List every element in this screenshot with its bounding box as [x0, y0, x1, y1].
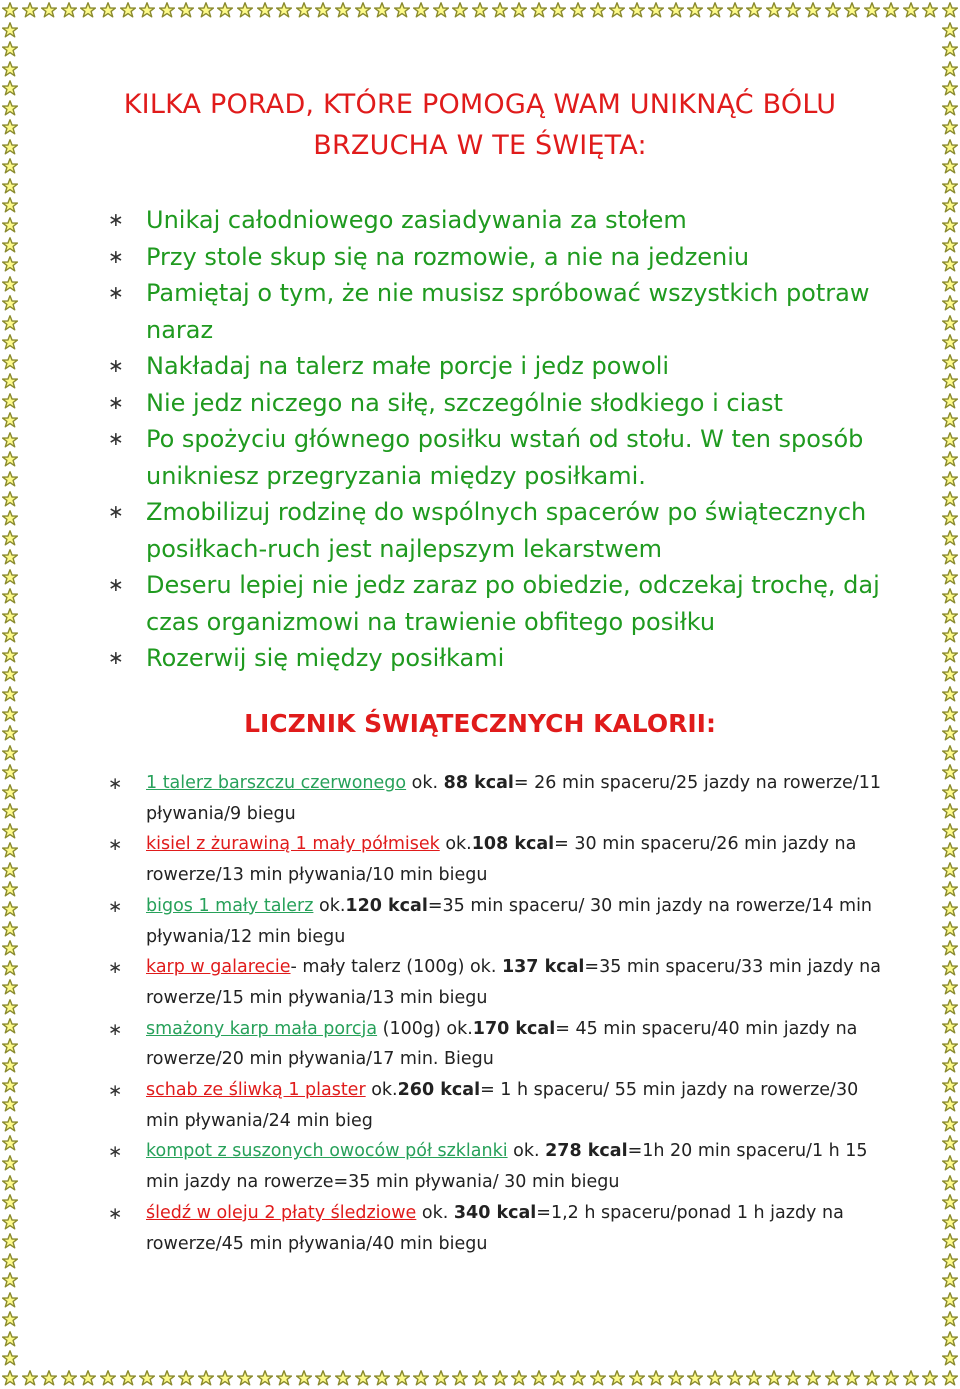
calorie-item: ∗ bigos 1 mały talerz ok.120 kcal=35 min spaceru/ 30 min jazdy na rowerze/14 min pływania/12 min biegu [108, 891, 888, 952]
calorie-item: ∗ kisiel z żurawiną 1 mały półmisek ok.108 kcal= 30 min spaceru/26 min jazdy na rowerze/13 min pływania/10 min biegu [108, 829, 888, 890]
calories-list [108, 768, 888, 1259]
tip-item: ∗ Po spożyciu głównego posiłku wstań od stołu. W ten sposób unikniesz przegryzania między posiłkami. [108, 421, 888, 494]
tip-item: ∗ Nie jedz niczego na siłę, szczególnie słodkiego i ciast [108, 385, 888, 422]
tip-item: ∗ Pamiętaj o tym, że nie musisz spróbować wszystkich potraw naraz [108, 275, 888, 348]
kcal-value: 170 kcal [472, 1018, 556, 1039]
food-link[interactable]: kompot z suszonych owoców pół szklanki [146, 1141, 508, 1162]
calorie-item: ∗ smażony karp mała porcja (100g) ok.170 kcal= 45 min spaceru/40 min jazdy na rowerze/20 min pływania/17 min. Biegu [108, 1014, 888, 1075]
title-line-2: BRZUCHA W TE ŚWIĘTA: [313, 130, 647, 161]
kcal-value: 340 kcal [453, 1202, 537, 1223]
tip-item: ∗ Unikaj całodniowego zasiadywania za stołem [108, 202, 888, 239]
tip-item: ∗ Nakładaj na talerz małe porcje i jedz powoli [108, 348, 888, 385]
food-link[interactable]: smażony karp mała porcja [146, 1018, 378, 1039]
bullet-icon: ∗ [108, 647, 124, 669]
food-link[interactable]: 1 talerz barszczu czerwonego [146, 773, 407, 793]
kcal-value: 278 kcal [545, 1141, 628, 1162]
calorie-item: ∗ karp w galarecie- mały talerz (100g) ok. 137 kcal=35 min spaceru/33 min jazdy na rowerze/15 min pływania/13 min biegu [108, 952, 888, 1013]
title-line-1: KILKA PORAD, KTÓRE POMOGĄ WAM UNIKNĄĆ BÓLU [123, 89, 837, 120]
bullet-icon: ∗ [108, 835, 123, 856]
bullet-icon: ∗ [108, 1142, 123, 1163]
bullet-icon: ∗ [108, 282, 124, 304]
bullet-icon: ∗ [108, 428, 124, 450]
tip-item: ∗ Zmobilizuj rodzinę do wspólnych spacerów po świątecznych posiłkach-ruch jest najlepszym lekarstwem [108, 494, 888, 567]
kcal-value: 120 kcal [345, 895, 428, 916]
food-link[interactable]: karp w galarecie [146, 957, 291, 978]
calorie-item: ∗ śledź w oleju 2 płaty śledziowe ok. 340 kcal=1,2 h spaceru/ponad 1 h jazdy na rowerze/45 min pływania/40 min biegu [108, 1198, 888, 1259]
bullet-icon: ∗ [108, 1203, 123, 1224]
kcal-value: 137 kcal [501, 957, 585, 978]
calorie-item: ∗ schab ze śliwką 1 plaster ok.260 kcal= 1 h spaceru/ 55 min jazdy na rowerze/30 min pływania/24 min bieg [108, 1075, 888, 1136]
bullet-icon: ∗ [108, 209, 124, 231]
kcal-value: 88 kcal [443, 773, 514, 793]
bullet-icon: ∗ [108, 391, 124, 414]
bullet-icon: ∗ [108, 1081, 123, 1102]
tip-item: ∗ Deseru lepiej nie jedz zaraz po obiedzie, odczekaj trochę, daj czas organizmowi na trawienie obfitego posiłku [108, 567, 888, 640]
bullet-icon: ∗ [108, 355, 124, 377]
tips-list [108, 202, 888, 677]
bullet-icon: ∗ [108, 501, 124, 523]
food-link[interactable]: bigos 1 mały talerz [146, 895, 314, 916]
bullet-icon: ∗ [108, 245, 124, 268]
bullet-icon: ∗ [108, 774, 123, 794]
calorie-item: ∗ 1 talerz barszczu czerwonego ok. 88 kcal= 26 min spaceru/25 jazdy na rowerze/11 pływania/9 biegu [108, 768, 888, 829]
bullet-icon: ∗ [108, 574, 124, 596]
page-title [60, 84, 900, 166]
kcal-value: 108 kcal [471, 834, 555, 855]
kcal-value: 260 kcal [397, 1080, 481, 1101]
food-link[interactable]: kisiel z żurawiną 1 mały półmisek [146, 834, 440, 855]
tip-item: ∗ Przy stole skup się na rozmowie, a nie na jedzeniu [108, 239, 888, 276]
tip-item: ∗ Rozerwij się między posiłkami [108, 640, 888, 677]
food-link[interactable]: schab ze śliwką 1 plaster [146, 1080, 366, 1101]
bullet-icon: ∗ [108, 958, 123, 979]
calorie-item: ∗ kompot z suszonych owoców pół szklanki ok. 278 kcal=1h 20 min spaceru/1 h 15 min jazdy na rowerze=35 min pływania/ 30 min biegu [108, 1136, 888, 1197]
calories-title: LICZNIK ŚWIĄTECZNYCH KALORII: [244, 709, 716, 738]
bullet-icon: ∗ [108, 1019, 123, 1040]
food-link[interactable]: śledź w oleju 2 płaty śledziowe [146, 1202, 417, 1223]
bullet-icon: ∗ [108, 896, 123, 917]
